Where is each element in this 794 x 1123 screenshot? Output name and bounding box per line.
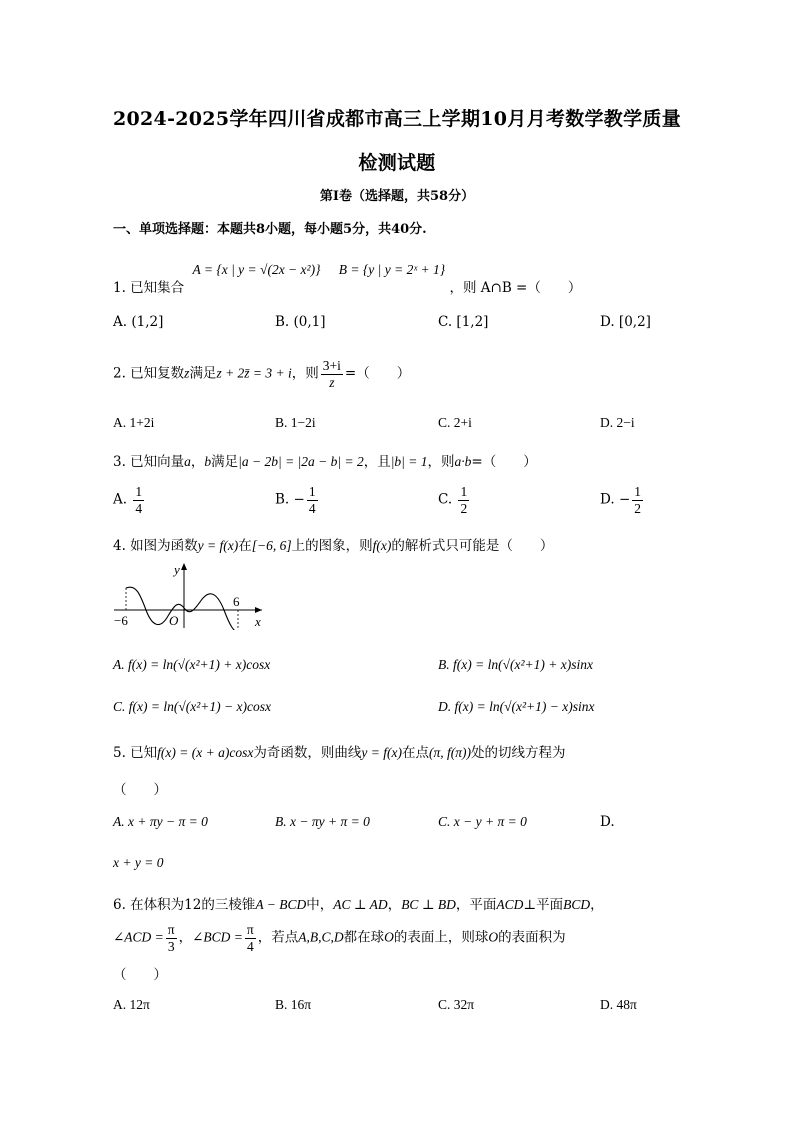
q2-tail: =（ ） [344,365,411,382]
q3-option-c [438,484,471,516]
q6-angle1-fraction [166,922,177,954]
q4-fx: f(x) [372,538,392,553]
q5-point: (π, f(π)) [428,745,471,760]
q5-mid: 为奇函数，则曲线 [253,745,362,761]
q6-sphere: O [384,929,394,945]
q2-mid: 满足 [189,365,217,382]
q3-b-den: 4 [308,500,316,516]
q6-angle2-den: 4 [246,938,254,954]
q3-option-a-fraction [133,484,144,516]
q2-frac-den: z [329,374,335,390]
q6-prefix: 6. 在体积为12的三棱锥 [113,897,256,913]
q3-mid: 满足 [211,454,239,470]
q4-option-a: A. f(x) = ln(√(x²+1) + x)cosx [113,657,271,672]
q4-option-c: C. f(x) = ln(√(x²+1) − x)cosx [113,699,271,714]
q6-plane2: BCD [563,897,591,912]
q3-option-d-sign: − [618,491,631,508]
q3-dot-product: a·b [454,454,472,469]
q6-plane1: ACD [496,897,524,912]
q6-l2-tail: 都在球 [343,929,385,946]
q1-set-a: A = {x | y = √(2x − x²)} [192,262,321,277]
q3-option-b-fraction [307,484,318,516]
q3-b-num: 1 [308,484,316,499]
q6-angle1-num: π [167,922,175,937]
q2-condition: z + 2z̄ = 3 + i [216,365,292,381]
q1-number: 1. 已知集合 [113,280,185,296]
q2-option-b: B. 1−2i [275,415,316,430]
q3-option-a [113,484,146,516]
q3-condition-2: |b| = 1 [390,454,428,469]
q1-option-b: B. (0,1] [275,314,326,330]
q6-tetra: A − BCD [255,897,307,912]
x-axis-arrow [255,607,262,613]
question-4-stem [113,534,553,554]
q6-option-b: B. 16π [275,997,312,1012]
q5-tail: 处的切线方程为 [470,745,566,761]
section-heading: 一、单项选择题：本题共8小题，每小题5分，共40分. [113,222,427,237]
q4-func: y = f(x) [197,538,239,553]
q3-d-num: 1 [634,484,641,499]
volume-subtitle: 第I卷（选择题，共58分） [319,189,475,204]
y-axis-arrow [181,563,187,570]
question-2-stem: 2. 已知复数z满足z + 2z̄ = 3 + i，则 $\frac{3+i}{z}$ =（ ） [113,358,411,390]
q3-option-a-label: A. [113,491,128,508]
question-6-line2: ∠ACD = $\frac{\pi}{3}$ ，∠BCD = $\frac{\pi}{4}$ ，若点A,B,C,D都在球O的表面上，则球O的表面积为 [113,922,566,954]
q1-option-d: D. [0,2] [600,314,651,330]
q3-option-d-fraction [632,484,643,516]
q3-c-num: 1 [460,484,468,499]
q6-angle1: ∠ACD = [113,929,164,945]
q6-plane-word: ，平面 [455,897,497,913]
q4-option-b: B. f(x) = ln(√(x²+1) + x)sinx [438,657,593,672]
pos6-label: 6 [233,594,240,609]
q4-tail: 的解析式只可能是（ ） [391,538,554,554]
exam-title-line1: 2024-2025学年四川省成都市高三上学期10月月考数学教学质量 [113,108,681,130]
exam-title-line2: 检测试题 [358,152,436,174]
q4-mid: 在 [238,538,252,554]
q2-frac-num: 3+i [322,358,341,373]
q6-angle1-den: 3 [167,938,175,954]
q3-condition: |a − 2b| = |2a − b| = 2 [238,454,364,469]
q6-cond1: AC ⊥ AD [333,897,388,912]
q3-then: ，则 [427,454,455,470]
q3-a-num: 1 [135,484,143,499]
q3-option-b-label: B. [275,491,290,508]
q2-fraction [321,358,343,390]
q2-option-c: C. 2+i [438,415,472,430]
q6-l2-mid: ，若点 [257,929,299,946]
origin-label: O [169,613,179,628]
q3-option-b [275,484,320,516]
q5-option-d: D. [600,814,615,830]
q3-and: ，且 [363,454,391,470]
question-5-stem [113,741,565,761]
q6-angle2: ∠BCD = [192,929,243,945]
q2-prefix: 2. 已知复数 [113,365,185,382]
q6-option-d: D. 48π [600,997,637,1012]
q4-function-graph [110,560,270,630]
q3-option-c-fraction [458,484,469,516]
q5-func: f(x) = (x + a)cosx [157,745,254,760]
q6-l2-tail3: 的表面积为 [498,929,566,946]
q3-option-b-sign: − [293,491,305,508]
q6-cond2: BC ⊥ BD [401,897,456,912]
q6-option-c: C. 32π [438,997,475,1012]
q3-prefix: 3. 已知向量 [113,454,185,470]
q1-option-c: C. [1,2] [438,314,489,330]
q1-tail: ，则 A∩B =（ ） [449,280,582,296]
q5-option-c: C. x − y + π = 0 [438,814,527,829]
q3-a-den: 4 [135,500,143,516]
q3-option-c-label: C. [438,491,453,508]
x-axis-label: x [255,614,261,629]
question-1-stem [113,258,582,296]
q3-tail: =（ ） [471,454,537,470]
q5-curve: y = f(x) [361,745,402,760]
neg6-label: −6 [114,613,128,628]
q6-perp: ⊥平面 [523,897,564,913]
q6-angle2-num: π [246,922,254,937]
q5-prefix: 5. 已知 [113,745,158,761]
q3-option-d [600,484,645,516]
y-axis-label: y [174,562,180,577]
q3-c-den: 2 [460,500,468,516]
q2-then: ，则 [291,365,319,382]
q6-l2-tail2: 的表面上，则球 [393,929,489,946]
q2-option-d: D. 2−i [600,415,635,430]
q5-option-d-continued: x + y = 0 [113,855,164,870]
q6-sphere-2: O [488,929,499,945]
q6-points: A,B,C,D [298,929,344,945]
q4-then: 上的图象，则 [291,538,373,554]
q6-option-a: A. 12π [113,997,150,1012]
q5-option-b: B. x − πy + π = 0 [275,814,370,829]
question-6-line1: 6. 在体积为12的三棱锥A − BCD中，AC ⊥ AD，BC ⊥ BD，平面ACD⊥平面BCD， [113,897,604,913]
q1-option-a: A. (1,2] [113,314,164,330]
q6-answer-paren: （ ） [113,967,167,983]
q5-then: 在点 [401,745,429,761]
q4-option-d: D. f(x) = ln(√(x²+1) − x)sinx [438,699,595,714]
question-3-stem: 3. 已知向量a，b满足|a − 2b| = |2a − b| = 2，且|b| = 1，则a·b=（ ） [113,454,537,470]
q4-prefix: 4. 如图为函数 [113,538,198,554]
q1-set-b: B = {y | y = 2ˣ + 1} [338,262,446,277]
q5-answer-paren: （ ） [113,782,167,798]
q6-angle2-fraction [245,922,256,954]
q5-option-a: A. x + πy − π = 0 [113,814,208,829]
q3-d-den: 2 [634,500,641,516]
q6-mid: 中， [306,897,334,913]
q3-option-d-label: D. [600,491,615,508]
function-curve [126,587,238,630]
q4-interval: [−6, 6] [251,538,292,553]
q2-option-a: A. 1+2i [113,415,155,430]
